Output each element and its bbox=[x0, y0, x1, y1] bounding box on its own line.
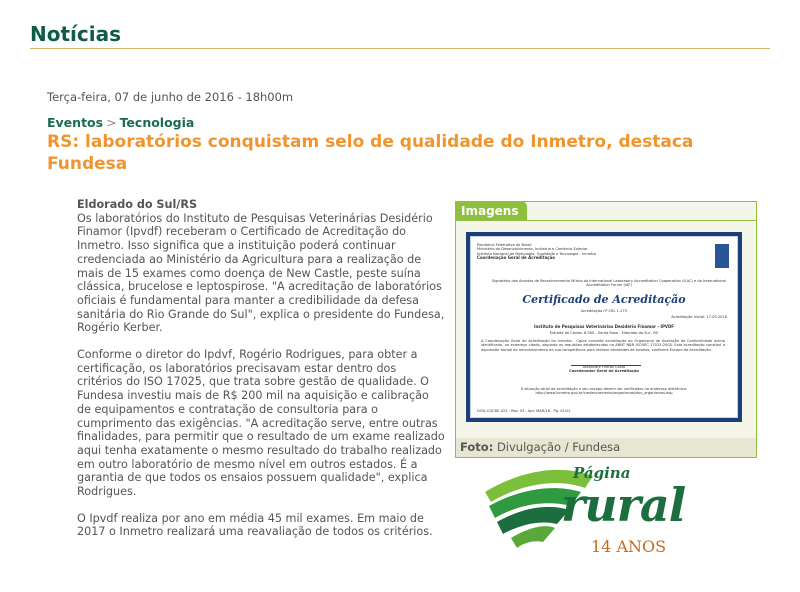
cert-header-line: Ministério do Desenvolvimento, Indústria e Comércio Exterior bbox=[477, 247, 588, 252]
logo-anniversary-text: 14 ANOS bbox=[591, 537, 667, 556]
page-title: Notícias bbox=[30, 22, 122, 46]
breadcrumb-section-link[interactable]: Eventos bbox=[47, 115, 104, 130]
pagina-rural-logo[interactable] bbox=[481, 462, 711, 562]
cert-signer bbox=[471, 365, 737, 374]
article-paragraph: O Ipvdf realiza por ano em média 45 mil exames. Em maio de 2017 o Inmetro realizará uma reavaliação de todos os critérios. bbox=[77, 511, 433, 539]
cert-validity: Acreditação inicial: 17.05.2016 bbox=[671, 315, 727, 319]
section-header bbox=[30, 22, 770, 46]
inmetro-logo-icon bbox=[715, 244, 729, 268]
cert-text: A Coordenação Geral de Acreditação do Inmetro - Cgcre concede acreditação ao Organismo de Avaliação da Conformidade acima identificado, no endereço citado, segundo os requisitos estabelecidos na ABNT NBR ISO/IEC 17025:2005. Esta acreditação constitui a expressão formal do reconhecimento de sua competência para realizar atividades de ensaios, conforme Escopo de Acreditação. bbox=[481, 339, 725, 352]
caption-prefix: Foto: bbox=[460, 440, 494, 454]
article-location: Eldorado do Sul/RS bbox=[77, 198, 198, 211]
article-body bbox=[77, 198, 445, 552]
breadcrumb-category-link[interactable]: Tecnologia bbox=[119, 115, 195, 130]
logo-top-text: Página bbox=[573, 464, 631, 482]
cert-header-line: Instituto Nacional de Metrologia, Qualidade e Tecnologia - Inmetro bbox=[477, 251, 596, 256]
breadcrumb-separator: > bbox=[106, 115, 117, 130]
cert-institution: Instituto de Pesquisas Veterinárias Desidério Finamor - IPVDF bbox=[533, 324, 675, 329]
article-date: Terça-feira, 07 de junho de 2016 - 18h00m bbox=[47, 90, 294, 104]
cert-address: Estrada do Conde, 6.000 - Santa Rosa - Eldorado do Sul - RS bbox=[549, 331, 659, 335]
header-divider bbox=[30, 48, 770, 49]
logo-main-text: rural bbox=[561, 478, 686, 532]
breadcrumb bbox=[47, 115, 194, 130]
article-paragraph: Os laboratórios do Instituto de Pesquisas Veterinárias Desidério Finamor (Ipvdf) receberam o Certificado de Acreditação do Inmetro. Isso significa que a instituição poderá continuar credenciada ao Ministério da Agricultura para a realização de mais de 15 exames como doença de New Castle, peste suína clássica, brucelose e leptospirose. "A acreditação de laboratórios oficiais é fundamental para manter a credibilidade da defesa sanitária do Rio Grande do Sul", explica o presidente do Fundesa, Rogério Kerber. bbox=[77, 211, 445, 335]
certificate-header bbox=[477, 243, 637, 261]
cert-title: Certificado de Acreditação bbox=[522, 293, 686, 306]
image-gallery-box bbox=[455, 201, 757, 458]
article-title: RS: laboratórios conquistam selo de qualidade do Inmetro, destaca Fundesa bbox=[47, 132, 694, 174]
cert-footer: A situação atual da acreditação e seu escopo devem ser verificados no endereço eletrônico: http://www.inmetro.gov.br/credenciamento/organismos/doc_organismos.asp bbox=[520, 387, 688, 396]
cert-header-line: República Federativa do Brasil bbox=[477, 243, 532, 247]
cert-signer-name: Alexandre Freitas Costa bbox=[582, 365, 626, 369]
caption-text: Divulgação / Fundesa bbox=[496, 440, 621, 454]
image-caption bbox=[456, 438, 756, 457]
certificate-image[interactable] bbox=[466, 232, 742, 422]
cert-signer-role: Coordenador Geral de Acreditação bbox=[569, 369, 639, 374]
tab-divider bbox=[526, 220, 756, 221]
article-paragraph: Conforme o diretor do Ipdvf, Rogério Rodrigues, para obter a certificação, os laboratórios precisavam estar dentro dos critérios do ISO 17025, que trata sobre gestão de qualidade. O Fundesa investiu mais de R$ 200 mil na aquisição e calibração de equipamentos e contratação de consultoria para o cumprimento das exigências. "A acreditação serve, entre outras finalidades, para permitir que o resultado de um exame realizado aqui tenha exatamente o mesmo resultado do trabalho realizado em outro laboratório de mesmo nível em outros estados. É a garantia de que todos os ensaios possuem qualidade", explica Rodrigues. bbox=[77, 348, 445, 499]
images-tab[interactable]: Imagens bbox=[455, 201, 527, 221]
cert-corner-code: DOQ-CGCRE-022 - Rev. 03 - Apr. MAR/16 - Pg. 01/01 bbox=[477, 408, 571, 413]
cert-signatory: Signatário dos Acordos de Reconhecimento Mútuo da International Laboratory Accreditation Cooperation (ILAC) e da International Accreditation Forum (IAF) bbox=[492, 279, 726, 288]
cert-number: Acreditação nº CRL 1.273 bbox=[581, 309, 627, 313]
cert-header-line: Coordenação Geral de Acreditação bbox=[477, 255, 555, 261]
certificate-sheet bbox=[470, 236, 738, 418]
